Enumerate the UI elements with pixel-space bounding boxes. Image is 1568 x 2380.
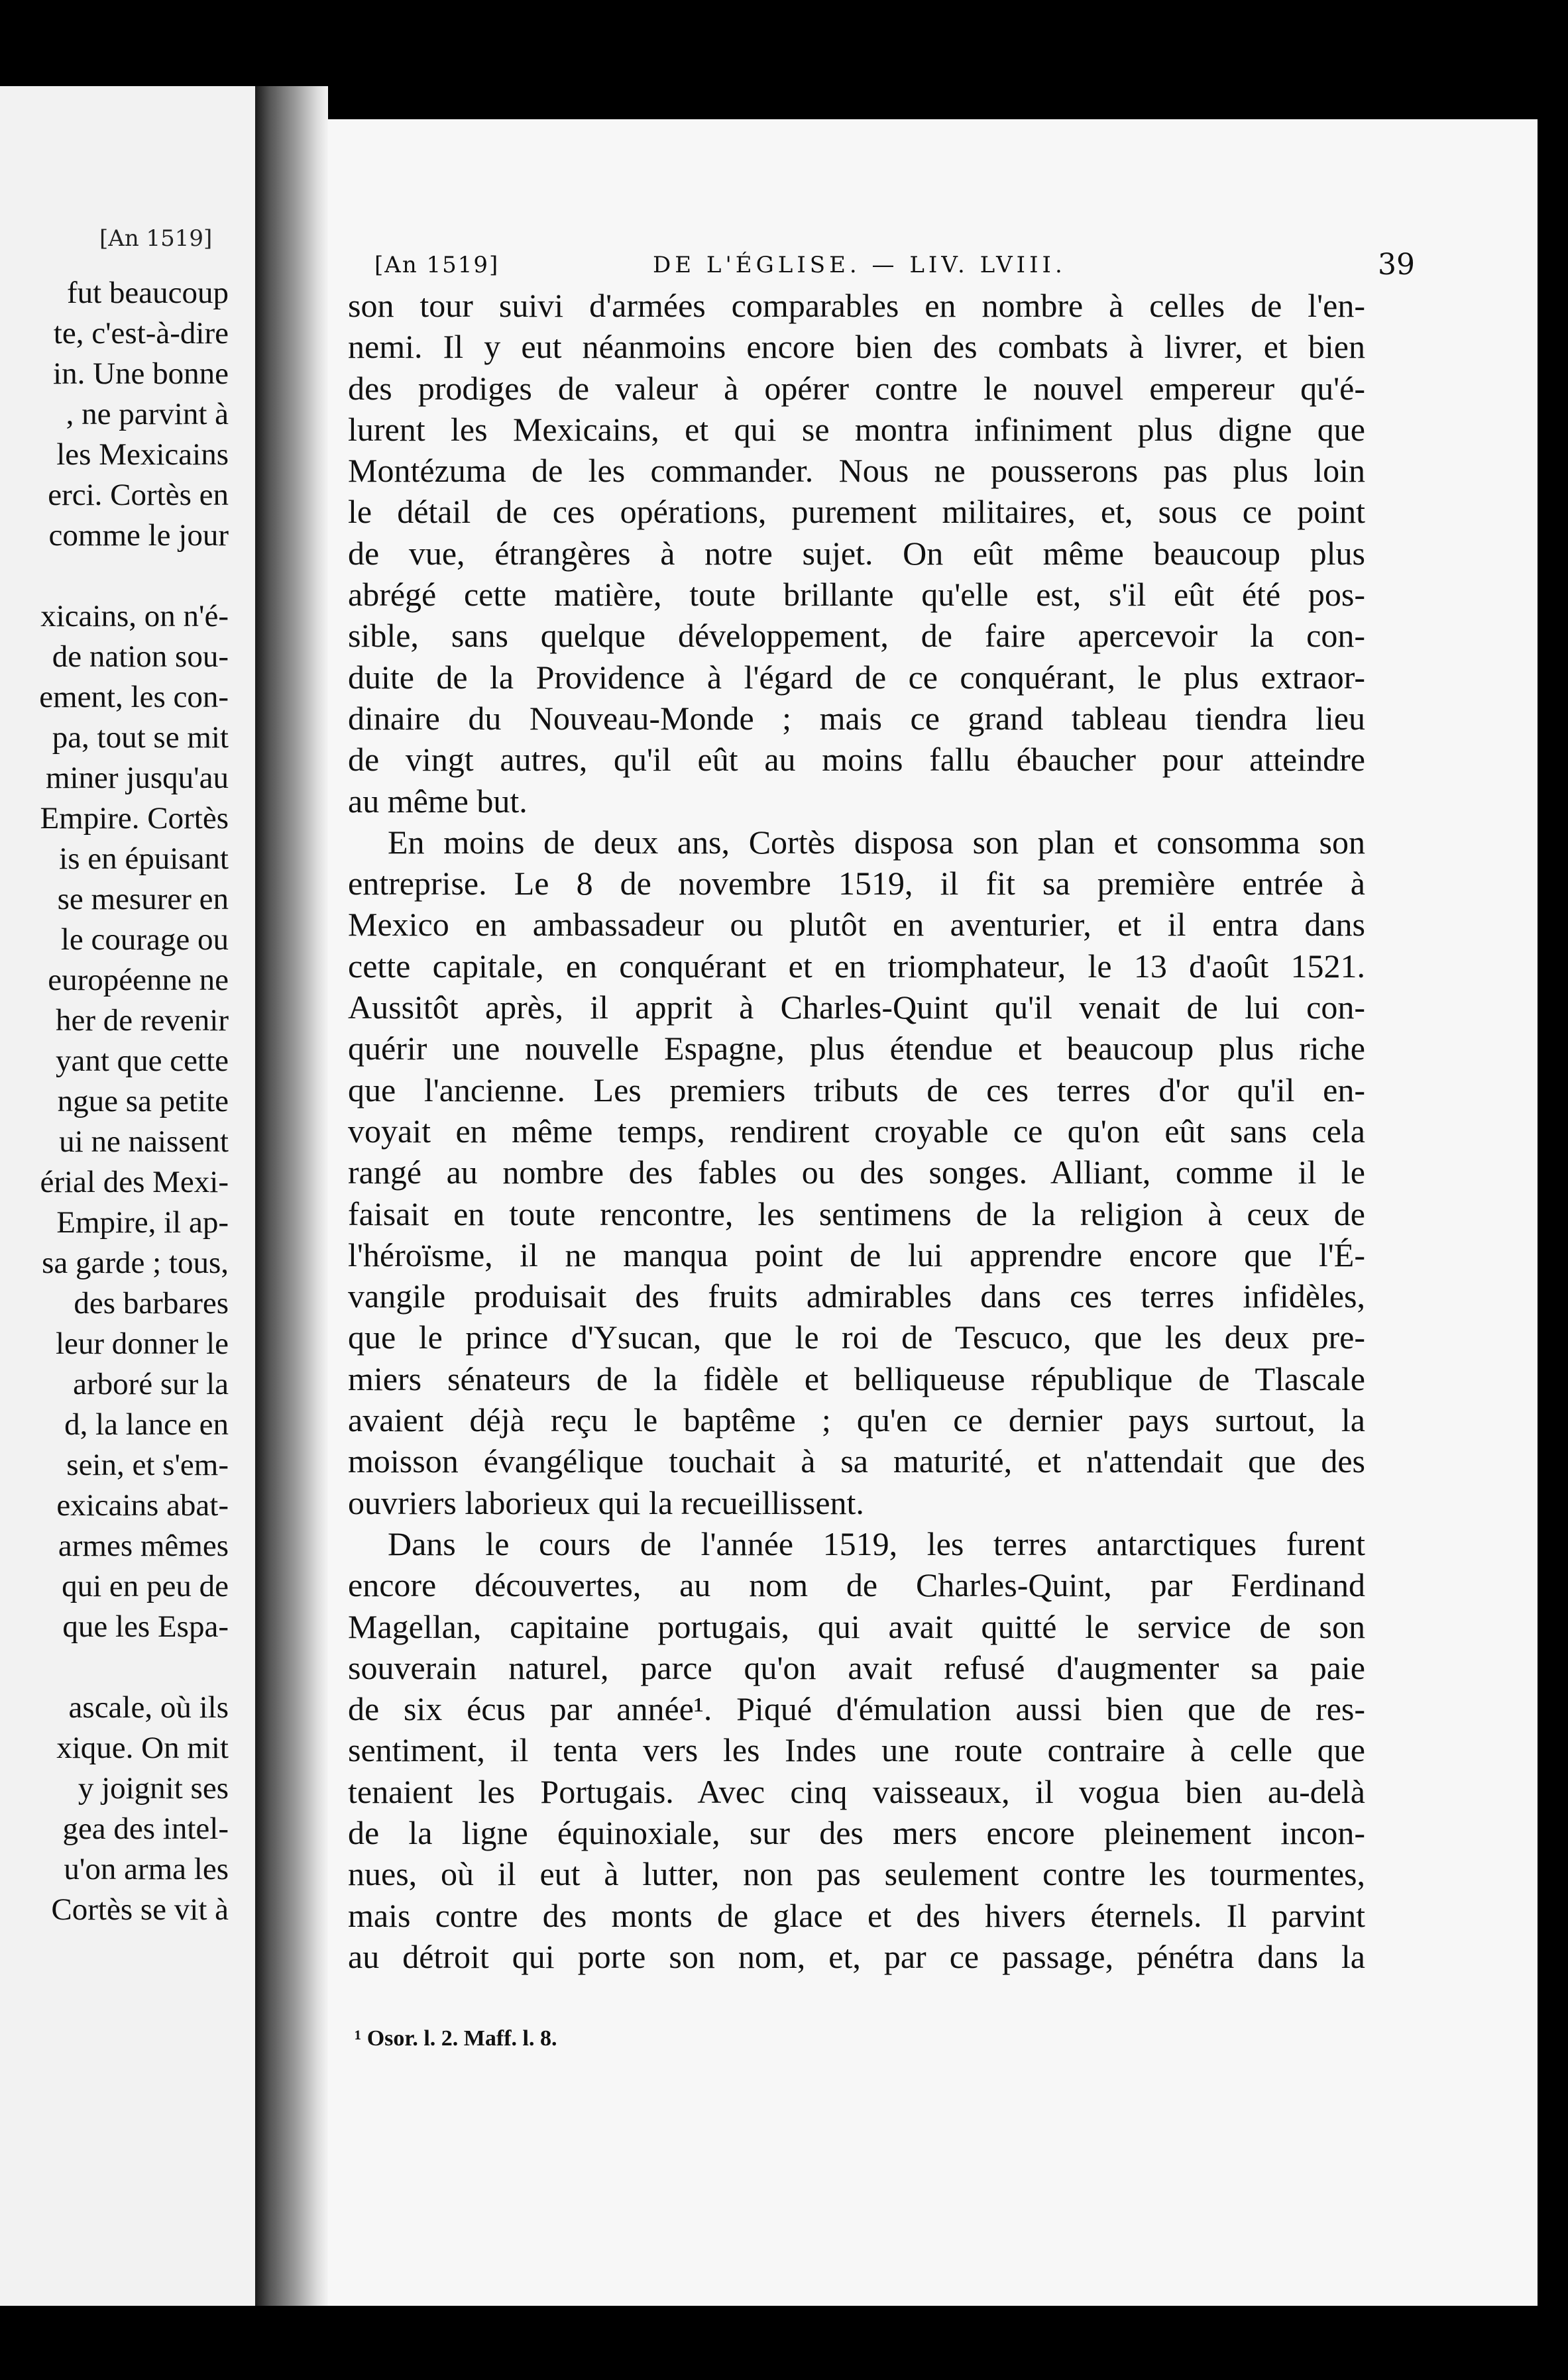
left-page-line: in. Une bonne <box>53 356 229 391</box>
text-line: vangile produisait des fruits admirables dans ces terres infidèles, <box>348 1277 1365 1315</box>
text-line: rangé au nombre des fables ou des songes. Alliant, comme il le <box>348 1154 1365 1191</box>
text-line: que le prince d'Ysucan, que le roi de Tescuco, que les deux pre- <box>348 1319 1365 1356</box>
text-line: Aussitôt après, il apprit à Charles-Quint qu'il venait de lui con- <box>348 989 1365 1026</box>
left-page-line: ngue sa petite <box>57 1084 229 1118</box>
left-page-line: que les Espa- <box>62 1609 229 1644</box>
text-line: encore découvertes, au nom de Charles-Quint, par Ferdinand <box>348 1566 1365 1604</box>
left-page-line: y joignit ses <box>78 1771 229 1806</box>
text-line: En moins de deux ans, Cortès disposa son plan et consomma son <box>388 823 1365 861</box>
text-line: Magellan, capitaine portugais, qui avait quitté le service de son <box>348 1607 1365 1645</box>
left-page-line: xique. On mit <box>56 1731 229 1765</box>
left-page-line: miner jusqu'au <box>45 761 229 795</box>
text-line: son tour suivi d'armées comparables en nombre à celles de l'en- <box>348 287 1365 324</box>
text-line: de six écus par année¹. Piqué d'émulation aussi bien que de res- <box>348 1690 1365 1728</box>
text-line: entreprise. Le 8 de novembre 1519, il fit sa première entrée à <box>348 865 1365 902</box>
left-page-line: ui ne naissent <box>59 1124 229 1159</box>
page-number: 39 <box>1378 248 1415 282</box>
footnote: ¹ Osor. l. 2. Maff. l. 8. <box>355 2026 557 2051</box>
text-line: quérir une nouvelle Espagne, plus étendue et beaucoup plus riche <box>348 1030 1365 1067</box>
text-line: Dans le cours de l'année 1519, les terres antarctiques furent <box>388 1525 1365 1562</box>
text-line: souverain naturel, parce qu'on avait refusé d'augmenter sa paie <box>348 1649 1365 1686</box>
text-line: abrégé cette matière, toute brillante qu'elle est, s'il eût été pos- <box>348 576 1365 614</box>
running-head-year: [An 1519] <box>374 252 500 278</box>
text-line: nemi. Il y eut néanmoins encore bien des combats à livrer, et bien <box>348 328 1365 366</box>
text-line: de la ligne équinoxiale, sur des mers encore pleinement incon- <box>348 1813 1365 1851</box>
left-page-line: erci. Cortès en <box>48 478 229 512</box>
left-page-line: leur donner le <box>55 1326 229 1361</box>
left-page-line: pa, tout se mit <box>52 720 229 755</box>
left-page-line: comme le jour <box>48 518 229 553</box>
left-page-line: de nation sou- <box>52 639 229 674</box>
left-page-line: le courage ou <box>60 922 229 957</box>
left-page-line <box>10 556 229 596</box>
left-page-line: sein, et s'em- <box>66 1448 229 1482</box>
left-page-line <box>10 1647 229 1688</box>
left-page-line: ement, les con- <box>39 680 229 714</box>
left-page-line: sa garde ; tous, <box>42 1246 229 1280</box>
text-line: duite de la Providence à l'égard de ce conquérant, le plus extraor- <box>348 658 1365 696</box>
text-line: ouvriers laborieux qui la recueillissent. <box>348 1484 864 1521</box>
text-line: le détail de ces opérations, purement militaires, et, sous ce point <box>348 493 1365 531</box>
left-page-line: , ne parvint à <box>66 397 229 431</box>
left-page-line: fut beaucoup <box>66 276 229 310</box>
text-line: cette capitale, en conquérant et en triomphateur, le 13 d'août 1521. <box>348 947 1365 985</box>
left-page-line: arboré sur la <box>73 1367 229 1401</box>
left-page-line: européenne ne <box>48 963 229 997</box>
text-line: Mexico en ambassadeur ou plutôt en aventurier, et il entra dans <box>348 906 1365 944</box>
text-line: sible, sans quelque développement, de faire apercevoir la con- <box>348 617 1365 655</box>
text-line: au même but. <box>348 782 528 820</box>
left-page-line: des barbares <box>74 1286 229 1321</box>
left-page-line: her de revenir <box>56 1003 229 1038</box>
text-line: sentiment, il tenta vers les Indes une route contraire à celle que <box>348 1731 1365 1769</box>
left-page-line: gea des intel- <box>62 1812 229 1846</box>
text-line: dinaire du Nouveau-Monde ; mais ce grand tableau tiendra lieu <box>348 699 1365 737</box>
left-page-line: qui en peu de <box>62 1569 229 1603</box>
left-page-fragment <box>0 86 255 2306</box>
left-page-line: érial des Mexi- <box>40 1165 229 1199</box>
left-page-line: d, la lance en <box>64 1407 229 1442</box>
left-page-line: ascale, où ils <box>68 1690 229 1725</box>
text-line: lurent les Mexicains, et qui se montra infiniment plus digne que <box>348 410 1365 448</box>
book-gutter <box>255 86 328 2306</box>
text-line: des prodiges de valeur à opérer contre le nouvel empereur qu'é- <box>348 369 1365 407</box>
left-page-header: [An 1519] <box>99 225 213 252</box>
text-line: Montézuma de les commander. Nous ne pousserons pas plus loin <box>348 452 1365 490</box>
running-head-title: DE L'ÉGLISE. — LIV. LVIII. <box>653 252 1066 278</box>
text-line: que l'ancienne. Les premiers tributs de ces terres d'or qu'il en- <box>348 1071 1365 1109</box>
right-page <box>328 119 1538 2306</box>
left-page-line: Empire. Cortès <box>40 801 229 836</box>
left-page-line: is en épuisant <box>59 841 229 876</box>
left-page-text <box>10 273 229 1930</box>
left-page-line: Empire, il ap- <box>56 1205 229 1240</box>
left-page-line: xicains, on n'é- <box>40 599 229 633</box>
left-page-line: u'on arma les <box>64 1852 229 1886</box>
text-line: l'héroïsme, il ne manqua point de lui apprendre encore que l'É- <box>348 1236 1365 1273</box>
left-page-line: les Mexicains <box>56 437 229 472</box>
running-head <box>374 248 1415 285</box>
text-line: moisson évangélique touchait à sa maturité, et n'attendait que des <box>348 1442 1365 1480</box>
left-page-line: armes mêmes <box>58 1529 229 1563</box>
left-page-line: se mesurer en <box>57 882 229 916</box>
text-line: tenaient les Portugais. Avec cinq vaisseaux, il vogua bien au-delà <box>348 1772 1365 1810</box>
text-line: au détroit qui porte son nom, et, par ce passage, pénétra dans la <box>348 1937 1365 1975</box>
left-page-line: Cortès se vit à <box>51 1892 229 1927</box>
text-line: avaient déjà reçu le baptême ; qu'en ce dernier pays surtout, la <box>348 1401 1365 1439</box>
body-text <box>348 285 1365 1977</box>
text-line: nues, où il eut à lutter, non pas seulement contre les tourmentes, <box>348 1855 1365 1893</box>
left-page-line: yant que cette <box>56 1044 229 1078</box>
left-page-line: exicains abat- <box>56 1488 229 1523</box>
text-line: de vingt autres, qu'il eût au moins fallu ébaucher pour atteindre <box>348 741 1365 779</box>
text-line: faisait en toute rencontre, les sentimens de la religion à ceux de <box>348 1195 1365 1232</box>
text-line: de vue, étrangères à notre sujet. On eût même beaucoup plus <box>348 534 1365 572</box>
left-page-line: te, c'est-à-dire <box>53 316 229 351</box>
text-line: miers sénateurs de la fidèle et belliqueuse république de Tlascale <box>348 1360 1365 1397</box>
text-line: mais contre des monts de glace et des hivers éternels. Il parvint <box>348 1896 1365 1934</box>
text-line: voyait en même temps, rendirent croyable ce qu'on eût sans cela <box>348 1112 1365 1150</box>
